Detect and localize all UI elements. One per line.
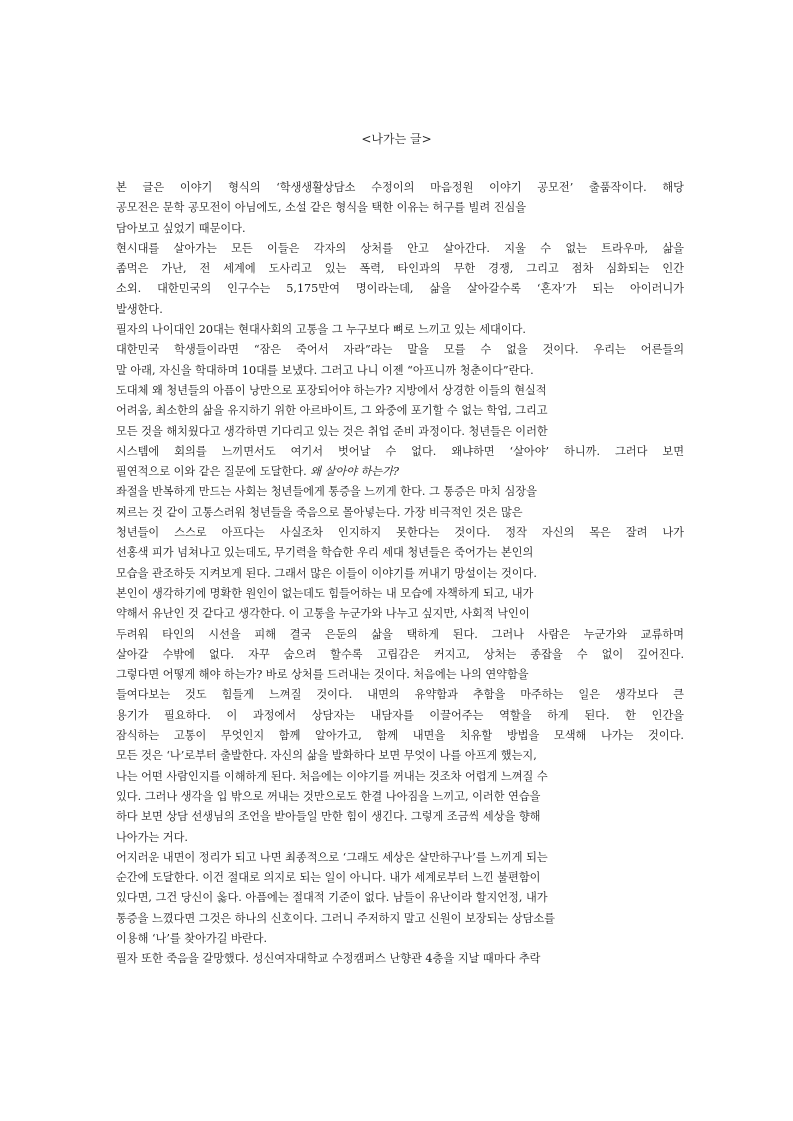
text-line (116, 523, 684, 543)
text-line-content: 약해서 유난인 것 같다고 생각한다. 이 고통을 누군가와 나누고 싶지만, 사회적 낙인이 (116, 607, 530, 621)
text-line (116, 219, 684, 239)
text-line (116, 279, 684, 299)
text-line (116, 685, 684, 705)
text-line (116, 564, 684, 584)
text-line (116, 300, 684, 320)
text-line-content: 발생한다. (116, 302, 163, 316)
text-line-content: 두려워 타인의 시선을 피해 결국 은둔의 삶을 택하게 된다. 그러나 사람은 누군가와 교류하며 (116, 627, 684, 641)
text-line (116, 320, 684, 340)
text-line (116, 787, 684, 807)
text-line-content: 잠식하는 고통이 무엇인지 함께 알아가고, 함께 내면을 치유할 방법을 모색해 나가는 것이다. (116, 729, 684, 743)
text-line (116, 462, 684, 482)
text-line-content: 소외. 대한민국의 인구수는 5,175만여 명이라는데, 삶을 살아갈수록 ‘혼자’가 되는 아이러니가 (116, 282, 684, 296)
text-line-content: 청년들이 스스로 아프다는 사실조차 인지하지 못한다는 것이다. 정작 자신의 목은 잘려 나가 (116, 526, 684, 540)
text-line-content: 어려움, 최소한의 삶을 유지하기 위한 아르바이트, 그 와중에 포기할 수 없는 학업, 그리고 (116, 404, 548, 418)
text-line-content: 도대체 왜 청년들의 아픔이 낭만으로 포장되어야 하는가? 지방에서 상경한 이들의 현실적 (116, 383, 547, 397)
page-title: <나가는 글> (361, 132, 432, 146)
italic-question: 왜 살아야 하는가? (310, 465, 400, 479)
text-line (116, 604, 684, 624)
text-line (116, 949, 684, 969)
text-line-content: 이용해 ‘나’를 찾아가길 바란다. (116, 931, 268, 945)
text-line (116, 482, 684, 502)
text-line-content: 담아보고 싶었기 때문이다. (116, 221, 246, 235)
text-line-content: 좀먹은 가난, 전 세계에 도사리고 있는 폭력, 타인과의 무한 경쟁, 그리고 점차 심화되는 인간 (116, 262, 684, 276)
text-line-content: 용기가 필요하다. 이 과정에서 상담자는 내담자를 이끌어주는 역할을 하게 된다. 한 인간을 (116, 708, 684, 722)
text-line-content: 나는 어떤 사람인지를 이해하게 된다. 처음에는 이야기를 꺼내는 것조차 어렵게 느껴질 수 (116, 769, 548, 783)
text-line (116, 888, 684, 908)
text-line-content: 모든 것을 해치웠다고 생각하면 기다리고 있는 것은 취업 준비 과정이다. 청년들은 이러한 (116, 424, 548, 438)
text-line (116, 625, 684, 645)
body-text (116, 178, 684, 970)
text-line (116, 665, 684, 685)
text-line (116, 767, 684, 787)
text-line (116, 401, 684, 421)
text-line (116, 381, 684, 401)
text-line (116, 706, 684, 726)
text-line-content: 있다. 그러나 생각을 입 밖으로 꺼내는 것만으로도 한결 나아짐을 느끼고, 이러한 연습을 (116, 789, 541, 803)
text-line-content: 들여다보는 것도 힘들게 느껴질 것이다. 내면의 유약함과 추함을 마주하는 일은 생각보다 큰 (116, 688, 684, 702)
text-line-content: 통증을 느꼈다면 그것은 하나의 신호이다. 그러니 주저하지 말고 신원이 보장되는 상담소를 (116, 911, 555, 925)
text-line-content: 필자의 나이대인 20대는 현대사회의 고통을 그 누구보다 뼈로 느끼고 있는 세대이다. (116, 323, 526, 337)
text-line-content: 어지러운 내면이 정리가 되고 나면 최종적으로 ‘그래도 세상은 살만하구나’를 느끼게 되는 (116, 850, 548, 864)
text-line-content: 찌르는 것 같이 고통스러워 청년들을 죽음으로 몰아넣는다. 가장 비극적인 것은 많은 (116, 505, 523, 519)
text-line (116, 584, 684, 604)
text-line-content: 선홍색 피가 넘쳐나고 있는데도, 무기력을 학습한 우리 세대 청년들은 죽어가는 본인의 (116, 546, 534, 560)
text-line-content: 있다면, 그건 당신이 옳다. 아픔에는 절대적 기준이 없다. 남들이 유난이라 할지언정, 내가 (116, 891, 548, 905)
text-line-content: 본인이 생각하기에 명확한 원인이 없는데도 힘들어하는 내 모습에 자책하게 되고, 내가 (116, 586, 534, 600)
text-line-content: 순간에 도달한다. 이건 절대로 의지로 되는 일이 아니다. 내가 세계로부터 느낀 불편함이 (116, 871, 541, 885)
text-line-content: 나아가는 거다. (116, 830, 188, 844)
text-line (116, 503, 684, 523)
text-line (116, 259, 684, 279)
text-line-content: 좌절을 반복하게 만드는 사회는 청년들에게 통증을 느끼게 한다. 그 통증은 마치 심장을 (116, 485, 537, 499)
text-line (116, 868, 684, 888)
text-line (116, 239, 684, 259)
text-line (116, 848, 684, 868)
text-line (116, 198, 684, 218)
text-line (116, 442, 684, 462)
text-line-content: 살아갈 수밖에 없다. 자꾸 숨으려 할수록 고립감은 커지고, 상처는 종잡을 수 없이 깊어진다. (116, 647, 684, 661)
text-line-content: 대한민국 학생들이라면 “잠은 죽어서 자라”라는 말을 모를 수 없을 것이다. 우리는 어른들의 (116, 343, 684, 357)
text-line (116, 909, 684, 929)
text-line (116, 645, 684, 665)
text-line-content: 필자 또한 죽음을 갈망했다. 성신여자대학교 수정캠퍼스 난향관 4층을 지날 때마다 추락 (116, 952, 541, 966)
text-line-content: 모든 것은 ‘나’로부터 출발한다. 자신의 삶을 발화하다 보면 무엇이 나를 아프게 했는지, (116, 749, 537, 763)
text-line (116, 746, 684, 766)
text-line (116, 929, 684, 949)
text-line-content: 필연적으로 이와 같은 질문에 도달한다. (116, 465, 311, 479)
text-line (116, 543, 684, 563)
text-line-content: 현시대를 살아가는 모든 이들은 각자의 상처를 안고 살아간다. 지울 수 없는 트라우마, 삶을 (116, 241, 684, 255)
text-line (116, 807, 684, 827)
text-line-content: 공모전은 문학 공모전이 아님에도, 소설 같은 형식을 택한 이유는 허구를 빌려 진심을 (116, 201, 527, 215)
text-line (116, 361, 684, 381)
text-line (116, 726, 684, 746)
text-line-content: 그렇다면 어떻게 해야 하는가? 바로 상처를 드러내는 것이다. 처음에는 나의 연약함을 (116, 668, 529, 682)
text-line (116, 340, 684, 360)
text-line-content: 하다 보면 상담 선생님의 조언을 받아들일 만한 힘이 생긴다. 그렇게 조금씩 세상을 향해 (116, 810, 541, 824)
text-line-content: 모습을 관조하듯 지켜보게 된다. 그래서 많은 이들이 이야기를 꺼내기 망설이는 것이다. (116, 566, 537, 580)
text-line (116, 828, 684, 848)
text-line-content: 본 글은 이야기 형식의 ‘학생생활상담소 수정이의 마음정원 이야기 공모전’ 출품작이다. 해당 (116, 181, 684, 194)
text-line-content: 말 아래, 자신을 학대하며 10대를 보냈다. 그러고 나니 이젠 “아프니까 청춘이다”란다. (116, 363, 534, 377)
text-line-content: 시스템에 회의를 느끼면서도 여기서 벗어날 수 없다. 왜냐하면 ‘살아야’ 하니까. 그러다 보면 (116, 444, 684, 458)
text-line (116, 422, 684, 442)
text-line (116, 178, 684, 198)
